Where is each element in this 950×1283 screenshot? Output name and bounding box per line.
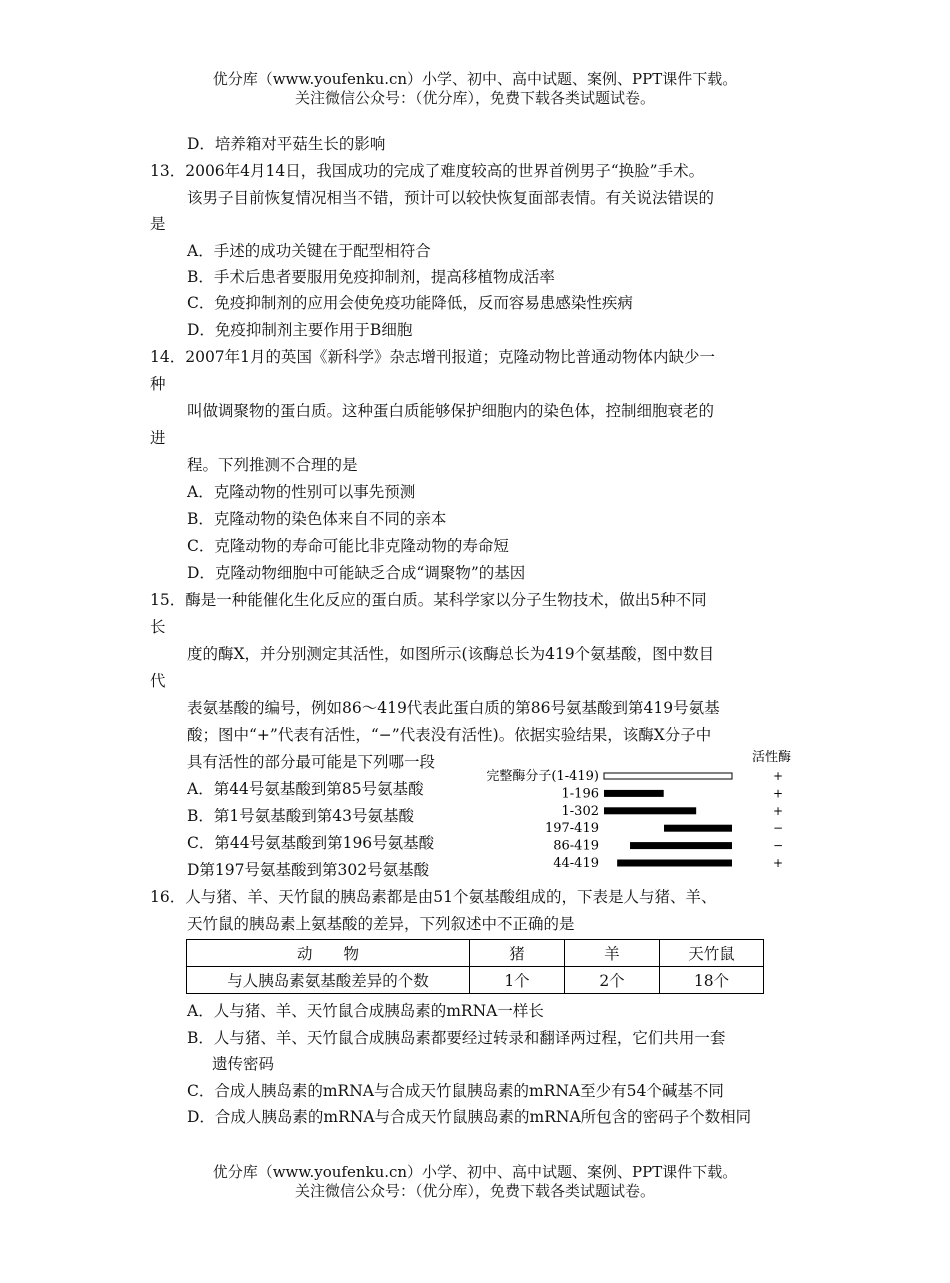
q12-option-d: D．培养箱对平菇生长的影响 xyxy=(187,135,386,153)
q15-stem-line-4: 代 xyxy=(150,672,166,690)
q16-option-b-line-2: 遗传密码 xyxy=(212,1055,275,1073)
q14-option-c: C．克隆动物的寿命可能比非克隆动物的寿命短 xyxy=(187,537,509,555)
table-cell: 18个 xyxy=(660,967,764,994)
q15-option-a: A．第44号氨基酸到第85号氨基酸 xyxy=(187,780,424,798)
q15-stem-line-7: 具有活性的部分最可能是下列哪一段 xyxy=(187,753,436,771)
segment-bar xyxy=(664,825,732,832)
table-cell: 1个 xyxy=(470,967,565,994)
segment-bar xyxy=(604,807,696,814)
table-row xyxy=(187,967,764,994)
activity-mark: + xyxy=(772,769,784,783)
q15-stem-line-5: 表氨基酸的编号，例如86～419代表此蛋白质的第86号氨基酸到第419号氨基 xyxy=(187,699,720,717)
q13-stem-line-1: 13．2006年4月14日，我国成功的完成了难度较高的世界首例男子“换脸”手术。 xyxy=(150,162,705,180)
q13-stem-line-2: 该男子目前恢复情况相当不错，预计可以较快恢复面部表情。有关说法错误的 xyxy=(187,189,715,207)
segment-label: 1-302 xyxy=(561,803,599,819)
segment-label: 完整酶分子(1-419) xyxy=(486,769,599,784)
q15-stem-line-1: 15．酶是一种能催化生化反应的蛋白质。某科学家以分子生物技术，做出5种不同 xyxy=(150,591,707,609)
q13-option-b: B．手术后患者要服用免疫抑制剂，提高移植物成活率 xyxy=(187,268,555,286)
q13-option-c: C．免疫抑制剂的应用会使免疫功能降低，反而容易患感染性疾病 xyxy=(187,294,633,312)
q14-stem-line-5: 程。下列推测不合理的是 xyxy=(187,456,358,474)
insulin-difference-table xyxy=(186,939,764,994)
segment-label: 86-419 xyxy=(553,838,599,854)
q14-option-b: B．克隆动物的染色体来自不同的亲本 xyxy=(187,510,447,528)
page-header xyxy=(0,70,950,108)
q14-stem-line-2: 种 xyxy=(150,375,166,393)
activity-mark: + xyxy=(772,786,784,801)
q14-option-a: A．克隆动物的性别可以事先预测 xyxy=(187,483,416,501)
activity-header: 活性酶 xyxy=(752,750,792,765)
activity-mark: − xyxy=(772,838,784,853)
activity-mark: + xyxy=(772,803,784,818)
q15-option-d: D第197号氨基酸到第302号氨基酸 xyxy=(187,861,430,879)
segment-bar xyxy=(604,790,664,797)
segment-bar xyxy=(604,773,732,779)
q13-option-a: A．手述的成功关键在于配型相符合 xyxy=(187,242,431,260)
q14-option-d: D．克隆动物细胞中可能缺乏合成“调聚物”的基因 xyxy=(187,564,526,582)
q16-option-c: C．合成人胰岛素的mRNA与合成天竹鼠胰岛素的mRNA至少有54个碱基不同 xyxy=(187,1082,724,1100)
q16-option-a: A．人与猪、羊、天竹鼠合成胰岛素的mRNA一样长 xyxy=(187,1002,544,1020)
table-cell: 与人胰岛素氨基酸差异的个数 xyxy=(187,967,470,994)
table-header-cell: 羊 xyxy=(565,940,660,967)
q15-option-c: C．第44号氨基酸到第196号氨基酸 xyxy=(187,834,435,852)
footer-line-2: 关注微信公众号：（优分库），免费下载各类试题试卷。 xyxy=(294,1182,655,1200)
q15-stem-line-3: 度的酶X，并分别测定其活性，如图所示(该酶总长为419个氨基酸，图中数目 xyxy=(187,645,715,663)
q14-stem-line-4: 进 xyxy=(150,429,166,447)
activity-mark: − xyxy=(772,821,784,836)
segment-label: 44-419 xyxy=(553,856,599,871)
activity-mark: + xyxy=(772,856,784,870)
header-line-2: 关注微信公众号：（优分库），免费下载各类试题试卷。 xyxy=(294,89,655,107)
segment-bar xyxy=(617,860,732,867)
q13-option-d: D．免疫抑制剂主要作用于B细胞 xyxy=(187,321,413,339)
footer-line-1: 优分库（www.youfenku.cn）小学、初中、高中试题、案例、PPT课件下载。 xyxy=(212,1163,738,1181)
table-header-cell: 天竹鼠 xyxy=(660,940,764,967)
q16-stem-line-1: 16．人与猪、羊、天竹鼠的胰岛素都是由51个氨基酸组成的，下表是人与猪、羊、 xyxy=(150,888,717,906)
q16-option-d: D．合成人胰岛素的mRNA与合成天竹鼠胰岛素的mRNA所包含的密码子个数相同 xyxy=(187,1108,752,1126)
table-header-cell: 动 物 xyxy=(187,940,470,967)
table-header-cell: 猪 xyxy=(470,940,565,967)
q16-option-b-line-1: B．人与猪、羊、天竹鼠合成胰岛素都要经过转录和翻译两过程，它们共用一套 xyxy=(187,1029,726,1047)
enzyme-segment-chart xyxy=(480,742,800,872)
segment-bar xyxy=(630,842,732,849)
table-cell: 2个 xyxy=(565,967,660,994)
q15-option-b: B．第1号氨基酸到第43号氨基酸 xyxy=(187,807,414,825)
q16-stem-line-2: 天竹鼠的胰岛素上氨基酸的差异，下列叙述中不正确的是 xyxy=(187,915,575,933)
q13-stem-line-3: 是 xyxy=(150,215,166,233)
segment-label: 1-196 xyxy=(561,786,599,802)
page-footer xyxy=(0,1163,950,1201)
q15-stem-line-2: 长 xyxy=(150,618,166,636)
q15-stem-line-6: 酸；图中“+”代表有活性，“−”代表没有活性)。依据实验结果，该酶X分子中 xyxy=(187,726,712,744)
q14-stem-line-3: 叫做调聚物的蛋白质。这种蛋白质能够保护细胞内的染色体，控制细胞衰老的 xyxy=(187,402,715,420)
header-line-1: 优分库（www.youfenku.cn）小学、初中、高中试题、案例、PPT课件下载。 xyxy=(212,70,738,88)
table-header-row xyxy=(187,940,764,967)
q14-stem-line-1: 14．2007年1月的英国《新科学》杂志增刊报道；克隆动物比普通动物体内缺少一 xyxy=(150,348,716,366)
segment-label: 197-419 xyxy=(544,821,599,837)
